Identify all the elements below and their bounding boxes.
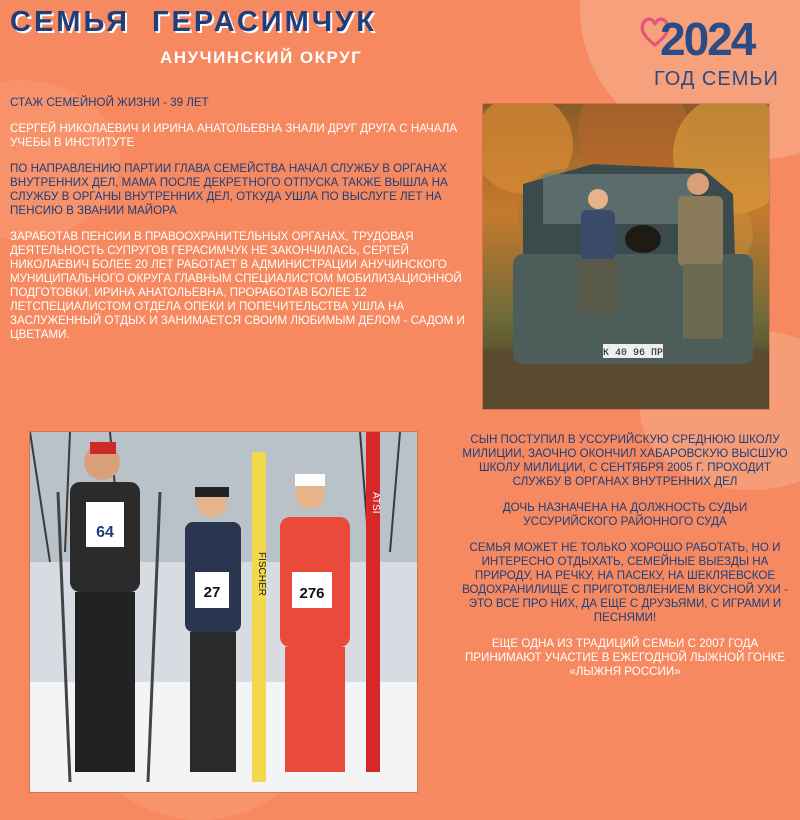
logo-tagline: ГОД СЕМЬИ: [654, 68, 779, 90]
bib-number-father: 64: [96, 524, 114, 541]
bib-number-mother: 276: [299, 585, 325, 602]
bib-number-daughter: 27: [203, 584, 221, 601]
paragraph-later-career: ЗАРАБОТАВ ПЕНСИИ В ПРАВООХРАНИТЕЛЬНЫХ ОРГАНАХ, ТРУДОВАЯ ДЕЯТЕЛЬНОСТЬ СУПРУГОВ ГЕРАСИМЧУК НЕ ЗАКОНЧИЛАСЬ, СЕРГЕЙ НИКОЛАЕВИЧ БОЛЕЕ 20 ЛЕТ РАБОТАЕТ В АДМИНИСТРАЦИИ АНУЧИНСКОГО МУНИЦИПАЛЬНОГО ОКРУГА ГЛАВНЫМ СПЕЦИАЛИСТОМ МОБИЛИЗАЦИОННОЙ ПОДГОТОВКИ, ИРИНА АНАТОЛЬЕВНА, ПРОРАБОТАВ БОЛЕЕ 12 ЛЕТСПЕЦИАЛИСТОМ ОТДЕЛА ОПЕКИ И ПОПЕЧИТЕЛЬСТВА УШЛА НА ЗАСЛУЖЕННЫЙ ОТДЫХ И ЗАНИМАЕТСЯ СВОИМ ЛЮБИМЫМ ДЕЛОМ - САДОМ И ЦВЕТАМИ.: [10, 230, 465, 341]
photo-family-ski-race: [30, 432, 417, 792]
logo-year: 2024: [660, 13, 755, 65]
ski-brand-text: FISCHER: [256, 552, 267, 596]
paragraph-leisure: СЕМЬЯ МОЖЕТ НЕ ТОЛЬКО ХОРОШО РАБОТАТЬ, НО И ИНТЕРЕСНО ОТДЫХАТЬ, СЕМЕЙНЫЕ ВЫЕЗДЫ НА ПРИРОДУ, НА РЕЧКУ, НА ПАСЕКУ, НА ШЕКЛЯЕВСКОЕ ВОДОХРАНИЛИЩЕ С ПРИГОТОВЛЕНИЕМ ВКУСНОЙ УХИ - ЭТО ВСЕ ПРО НИХ, ДА ЕЩЕ С ДРУЗЬЯМИ, С ИГРАМИ И ПЕСНЯМИ!: [462, 541, 788, 624]
paragraph-ski-tradition: ЕЩЕ ОДНА ИЗ ТРАДИЦИЙ СЕМЬИ С 2007 ГОДА ПРИНИМАЮТ УЧАСТИЕ В ЕЖЕГОДНОЙ ЛЫЖНОЙ ГОНКЕ «ЛЫЖНЯ РОССИИ»: [464, 637, 786, 678]
left-text-column: [10, 96, 470, 354]
photo-family-on-car: [483, 104, 769, 409]
title-word-1: СЕМЬЯ: [10, 6, 131, 38]
page-subtitle: АНУЧИНСКИЙ ОКРУГ: [160, 48, 363, 67]
pole-text: ATSI: [370, 492, 381, 514]
paragraph-police-service: ПО НАПРАВЛЕНИЮ ПАРТИИ ГЛАВА СЕМЕЙСТВА НАЧАЛ СЛУЖБУ В ОРГАНАХ ВНУТРЕННИХ ДЕЛ, МАМА ПОСЛЕ ДЕКРЕТНОГО ОТПУСКА ТАКЖЕ ВЫШЛА НА СЛУЖБУ В ОРГАНЫ ВНУТРЕННИХ ДЕЛ, ОТКУДА УШЛА ПО ВЫСЛУГЕ ЛЕТ НА ПЕНСИЮ В ЗВАНИИ МАЙОРА: [10, 162, 448, 217]
paragraph-son: СЫН ПОСТУПИЛ В УССУРИЙСКУЮ СРЕДНЮЮ ШКОЛУ МИЛИЦИИ, ЗАОЧНО ОКОНЧИЛ ХАБАРОВСКУЮ ВЫСШУЮ ШКОЛУ МИЛИЦИИ, С СЕНТЯБРЯ 2005 Г. ПРОХОДИТ СЛУЖБУ В ОРГАНАХ ВНУТРЕННИХ ДЕЛ: [462, 433, 788, 488]
license-plate: К 40 96 ПР: [602, 348, 664, 359]
paragraph-met-at-institute: СЕРГЕЙ НИКОЛАЕВИЧ И ИРИНА АНАТОЛЬЕВНА ЗНАЛИ ДРУГ ДРУГА С НАЧАЛА УЧЕБЫ В ИНСТИТУТЕ: [10, 122, 458, 149]
page-title: [10, 6, 377, 39]
title-word-2: ГЕРАСИМЧУК: [152, 6, 377, 38]
paragraph-daughter: ДОЧЬ НАЗНАЧЕНА НА ДОЛЖНОСТЬ СУДЬИ УССУРИЙСКОГО РАЙОННОГО СУДА: [502, 501, 748, 528]
right-text-column: [455, 433, 795, 691]
paragraph-marriage-length: СТАЖ СЕМЕЙНОЙ ЖИЗНИ - 39 ЛЕТ: [10, 96, 209, 109]
